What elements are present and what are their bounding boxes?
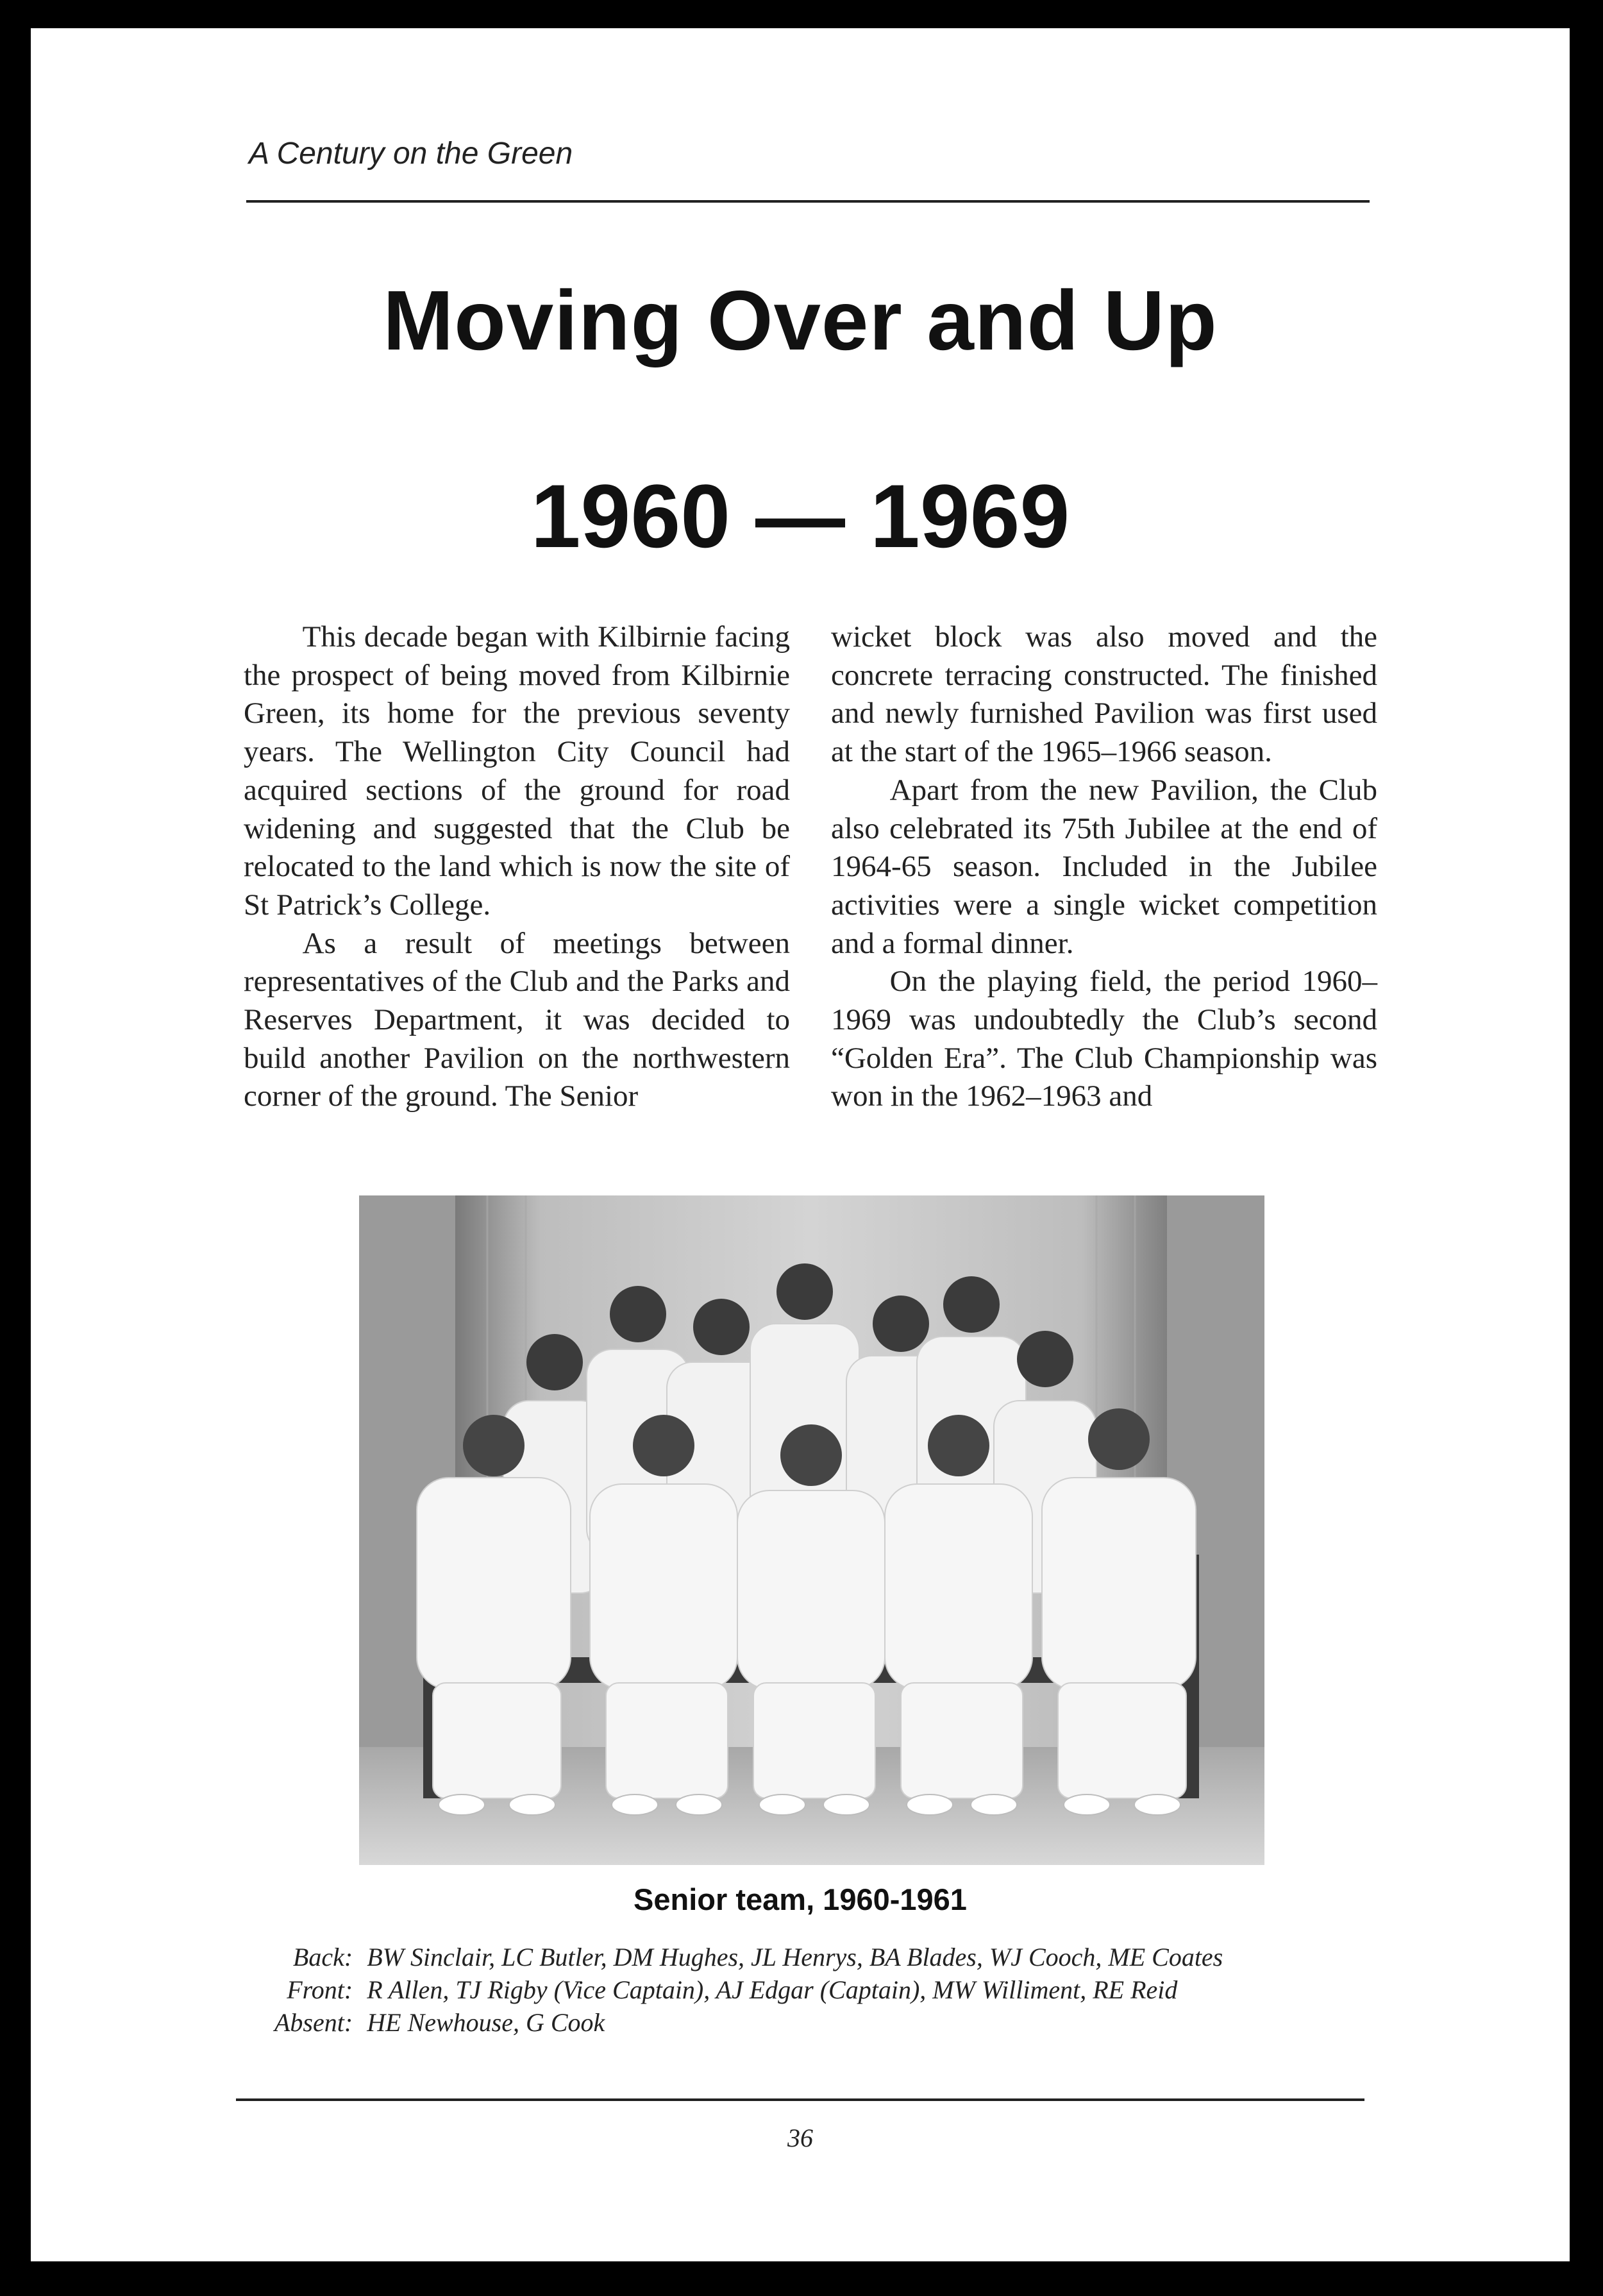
chapter-years: 1960 — 1969 (530, 466, 1070, 566)
text-column-left (244, 618, 790, 1116)
paragraph: On the playing field, the period 1960–1969 was undoubtedly the Club’s second “Golden Era”. The Club Championship was won in the 1962–1963 and (831, 965, 1377, 1113)
footer-rule (236, 2098, 1364, 2101)
credit-names: BW Sinclair, LC Butler, DM Hughes, JL Henrys, BA Blades, WJ Cooch, ME Coates (367, 1943, 1223, 1971)
photo-caption: Senior team, 1960-1961 (634, 1882, 967, 1916)
book-page (31, 28, 1570, 2261)
paragraph: As a result of meetings between representatives of the Club and the Parks and Reserves Department, it was decided to build another Pavilion on the northwestern corner of the ground. The Senior (244, 926, 790, 1113)
paragraph: This decade began with Kilbirnie facing the prospect of being moved from Kilbirnie Green, its home for the previous seventy years. The Wellington City Council had acquired sections of the ground for road widening and suggested that the Club be relocated to the land which is now the site of St Patrick’s College. (244, 620, 790, 922)
chapter-title: Moving Over and Up (383, 273, 1218, 367)
credit-names: R Allen, TJ Rigby (Vice Captain), AJ Edgar (Captain), MW Williment, RE Reid (367, 1975, 1178, 2004)
credit-row (274, 1973, 1223, 2006)
paragraph: Apart from the new Pavilion, the Club also celebrated its 75th Jubilee at the end of 1964-65 season. Included in the Jubilee activities were a single wicket competition and a formal dinner. (831, 773, 1377, 960)
text-column-right (831, 618, 1377, 1116)
team-photo (359, 1195, 1264, 1865)
header-rule (246, 200, 1370, 203)
credit-row (274, 1941, 1223, 1973)
credit-label: Back: (292, 1943, 353, 1971)
running-head: A Century on the Green (249, 137, 573, 171)
credit-label: Front: (287, 1975, 353, 2004)
credit-row (274, 2006, 1223, 2039)
paragraph: wicket block was also moved and the concrete terracing constructed. The finished and newly furnished Pavilion was first used at the start of the 1965–1966 season. (831, 620, 1377, 769)
credit-names: HE Newhouse, G Cook (367, 2008, 605, 2037)
photo-credits (274, 1941, 1223, 2039)
page-number: 36 (787, 2123, 813, 2152)
credit-label: Absent: (274, 2008, 353, 2037)
